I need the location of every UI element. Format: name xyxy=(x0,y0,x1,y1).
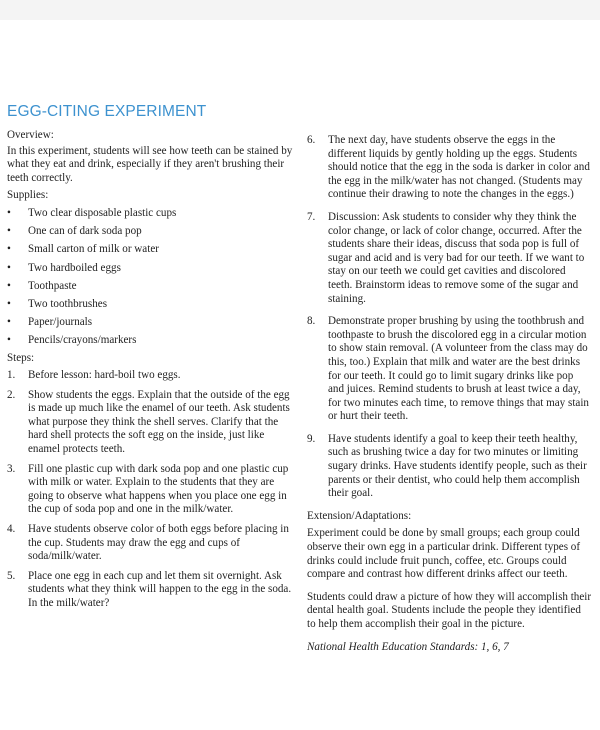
list-item xyxy=(7,243,293,257)
step-text: Demonstrate proper brushing by using the toothbrush and toothpaste to brush the discolored egg in a circular motion to show stain removal. (A volunteer from the class may do this, too.) Explain that milk and water are the best drinks for our teeth. It could go to limit sugary drinks like pop and juices. Remind students to brush at least twice a day, for two minutes each time, to remove things that may stain or hurt their teeth. xyxy=(328,315,589,423)
step-text: Show students the eggs. Explain that the outside of the egg is made up much like the enamel of our teeth. Ask students what purpose they think the shell serves. Clarify that the hard shell protects the soft egg on the inside, just like enamel protects teeth. xyxy=(28,388,290,456)
overview-heading: Overview: xyxy=(7,129,54,141)
left-column xyxy=(7,129,293,617)
list-item xyxy=(7,225,293,239)
extension-heading: Extension/Adaptations: xyxy=(307,509,412,522)
step-item xyxy=(7,523,293,564)
step-text: Have students identify a goal to keep their teeth healthy, such as brushing twice a day for two minutes or limiting sugary drinks. Have students identify people, such as their parents or their dentist, who could help them accomplish their goal. xyxy=(328,432,587,500)
bullet-icon: • xyxy=(7,297,11,310)
extension-paragraph: Experiment could be done by small groups; each group could observe their own egg in a particular drink. Different types of drinks could include fruit punch, coffee, etc. Groups could compare and contrast how different drinks affect our teeth. xyxy=(307,527,581,581)
step-item xyxy=(307,433,592,501)
step-item xyxy=(7,463,293,517)
step-number: 4. xyxy=(7,523,16,535)
supplies-list xyxy=(7,207,293,348)
step-item xyxy=(7,389,293,457)
step-text: Before lesson: hard-boil two eggs. xyxy=(28,369,181,382)
bullet-icon: • xyxy=(7,334,11,347)
steps-list-left xyxy=(7,369,293,611)
step-number: 8. xyxy=(307,315,316,328)
supply-item-label: Small carton of milk or water xyxy=(28,243,159,256)
steps-list-right xyxy=(307,134,592,501)
page-title: EGG-CITING EXPERIMENT xyxy=(7,103,207,120)
bullet-icon: • xyxy=(7,279,11,292)
bullet-icon: • xyxy=(7,316,11,329)
step-item xyxy=(307,134,592,202)
step-number: 9. xyxy=(307,432,316,445)
step-item xyxy=(7,570,293,611)
step-text: Have students observe color of both eggs before placing in the cup. Students may draw the egg and cups of soda/milk/water. xyxy=(28,523,289,563)
step-number: 1. xyxy=(7,369,16,382)
standards-note: National Health Education Standards: 1, 6, 7 xyxy=(307,640,509,653)
bullet-icon: • xyxy=(7,243,11,256)
steps-heading: Steps: xyxy=(7,352,35,365)
list-item xyxy=(7,207,293,221)
list-item xyxy=(7,298,293,312)
step-text: Fill one plastic cup with dark soda pop and one plastic cup with milk or water. Explain to the students that they are going to observe what happens when you place one egg in the cup of soda pop and one in the milk/water. xyxy=(28,462,289,516)
step-text: The next day, have students observe the eggs in the different liquids by gently holding up the eggs. Students should notice that the egg in the soda is darker in color and the egg in the milk/water has not changed. (Students may continue their drawing to note the changes in the eggs.) xyxy=(328,134,590,201)
step-item xyxy=(307,315,592,424)
supply-item-label: Two hardboiled eggs xyxy=(28,261,121,274)
step-number: 5. xyxy=(7,569,16,582)
supply-item-label: Two toothbrushes xyxy=(28,297,108,310)
supplies-heading: Supplies: xyxy=(7,189,49,202)
list-item xyxy=(7,262,293,276)
step-number: 3. xyxy=(7,462,16,475)
supply-item-label: Two clear disposable plastic cups xyxy=(28,206,177,219)
bullet-icon: • xyxy=(7,225,11,238)
step-item xyxy=(307,211,592,306)
supply-item-label: One can of dark soda pop xyxy=(28,225,142,238)
bullet-icon: • xyxy=(7,261,11,274)
step-item xyxy=(7,369,293,383)
step-number: 2. xyxy=(7,388,16,401)
list-item xyxy=(7,280,293,294)
supply-item-label: Pencils/crayons/markers xyxy=(28,334,137,347)
supply-item-label: Paper/journals xyxy=(28,316,93,329)
extension-paragraph: Students could draw a picture of how they will accomplish their dental health goal. Students include the people they identified to help them accomplish their goal in the picture. xyxy=(307,590,592,630)
overview-text: In this experiment, students will see how teeth can be stained by what they eat and drink, especially if they aren't brushing their teeth correctly. xyxy=(7,144,293,184)
step-text: Place one egg in each cup and let them sit overnight. Ask students what they think will happen to the egg in the soda. In the milk/water? xyxy=(28,569,292,609)
step-number: 7. xyxy=(307,210,316,223)
step-number: 6. xyxy=(307,134,316,146)
top-margin-strip xyxy=(0,0,600,20)
supply-item-label: Toothpaste xyxy=(28,279,77,292)
bullet-icon: • xyxy=(7,206,11,219)
list-item xyxy=(7,316,293,330)
list-item xyxy=(7,334,293,348)
step-text: Discussion: Ask students to consider why they think the color change, or lack of color change, occurred. After the students share their ideas, discuss that soda pop is full of sugar and acid and is very bad for our teeth. If we want to stay on our teeth we could get cavities and discolored teeth. Brainstorm ideas to remove some of the sugar and staining. xyxy=(328,210,585,305)
right-column xyxy=(307,131,592,654)
